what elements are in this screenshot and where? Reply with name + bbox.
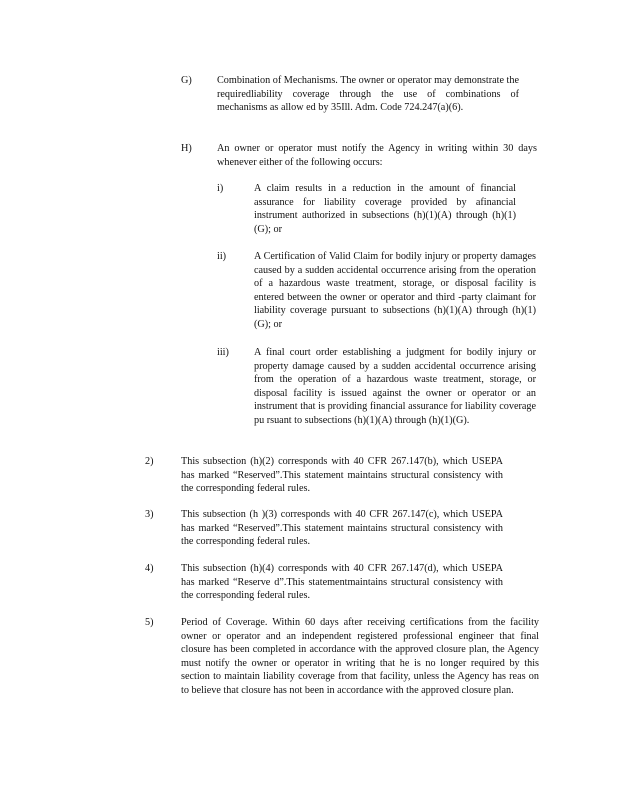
paragraph-g-text: Combination of Mechanisms. The owner or operator may demonstrate the requiredliability coverage through the use of combinations of mechanisms as allow ed by 35Ill. Adm. Code 724.247(a)(6). bbox=[217, 75, 519, 114]
paragraph-h-text: An owner or operator must notify the Agency in writing within 30 days whenever either of the following occurs: bbox=[217, 143, 537, 168]
marker-h-i: i) bbox=[217, 183, 224, 194]
paragraph-3-text: This subsection (h )(3) corresponds with 40 CFR 267.147(c), which USEPA has marked “Reserved”.This statement maintains structural consistency with the corresponding federal rules. bbox=[181, 509, 503, 548]
marker-g: G) bbox=[181, 75, 192, 86]
marker-h-ii: ii) bbox=[217, 251, 227, 262]
marker-3: 3) bbox=[145, 509, 154, 520]
paragraph-2-text: This subsection (h)(2) corresponds with 40 CFR 267.147(b), which USEPA has marked “Reserved”.This statement maintains structural consistency with the corresponding federal rules. bbox=[181, 456, 503, 495]
paragraph-h-i-text: A claim results in a reduction in the amount of financial assurance for liability coverage provided by afinancial instrument authorized in subsections (h)(1)(A) through (h)(1)(G); or bbox=[254, 183, 516, 235]
paragraph-h-iii-text: A final court order establishing a judgment for bodily injury or property damage caused by a sudden accidental occurrence arising from the operation of a hazardous waste treatment, storage, or disposal facility is issued against the owner or operator or an instrument that is providing financial assurance for liability coverage pu rsuant to subsections (h)(1)(A) through (h)(1)(G). bbox=[254, 347, 536, 426]
marker-h: H) bbox=[181, 143, 192, 154]
paragraph-4-text: This subsection (h)(4) corresponds with 40 CFR 267.147(d), which USEPA has marked “Reserve d”.This statementmaintains structural consistency with the corresponding federal rules. bbox=[181, 563, 503, 602]
marker-h-iii: iii) bbox=[217, 347, 229, 358]
paragraph-5-text: Period of Coverage. Within 60 days after receiving certifications from the facility owner or operator and an independent registered professional engineer that final closure has been completed in accordance with the approved closure plan, the Agency must notify the owner or operator in writing that he is no longer required by this section to maintain liability coverage from that facility, unless the Agency has reas on to believe that closure has not been in accordance with the approved closure plan. bbox=[181, 617, 539, 696]
marker-5: 5) bbox=[145, 617, 154, 628]
marker-4: 4) bbox=[145, 563, 154, 574]
paragraph-h-ii-text: A Certification of Valid Claim for bodily injury or property damages caused by a sudden accidental occurrence arising from the operation of a hazardous waste treatment, storage, or disposal facility is entered between the owner or operator and third -party claimant for liability coverage pursuant to subsections (h)(1)(A) through (h)(1)(G); or bbox=[254, 251, 536, 330]
marker-2: 2) bbox=[145, 456, 154, 467]
